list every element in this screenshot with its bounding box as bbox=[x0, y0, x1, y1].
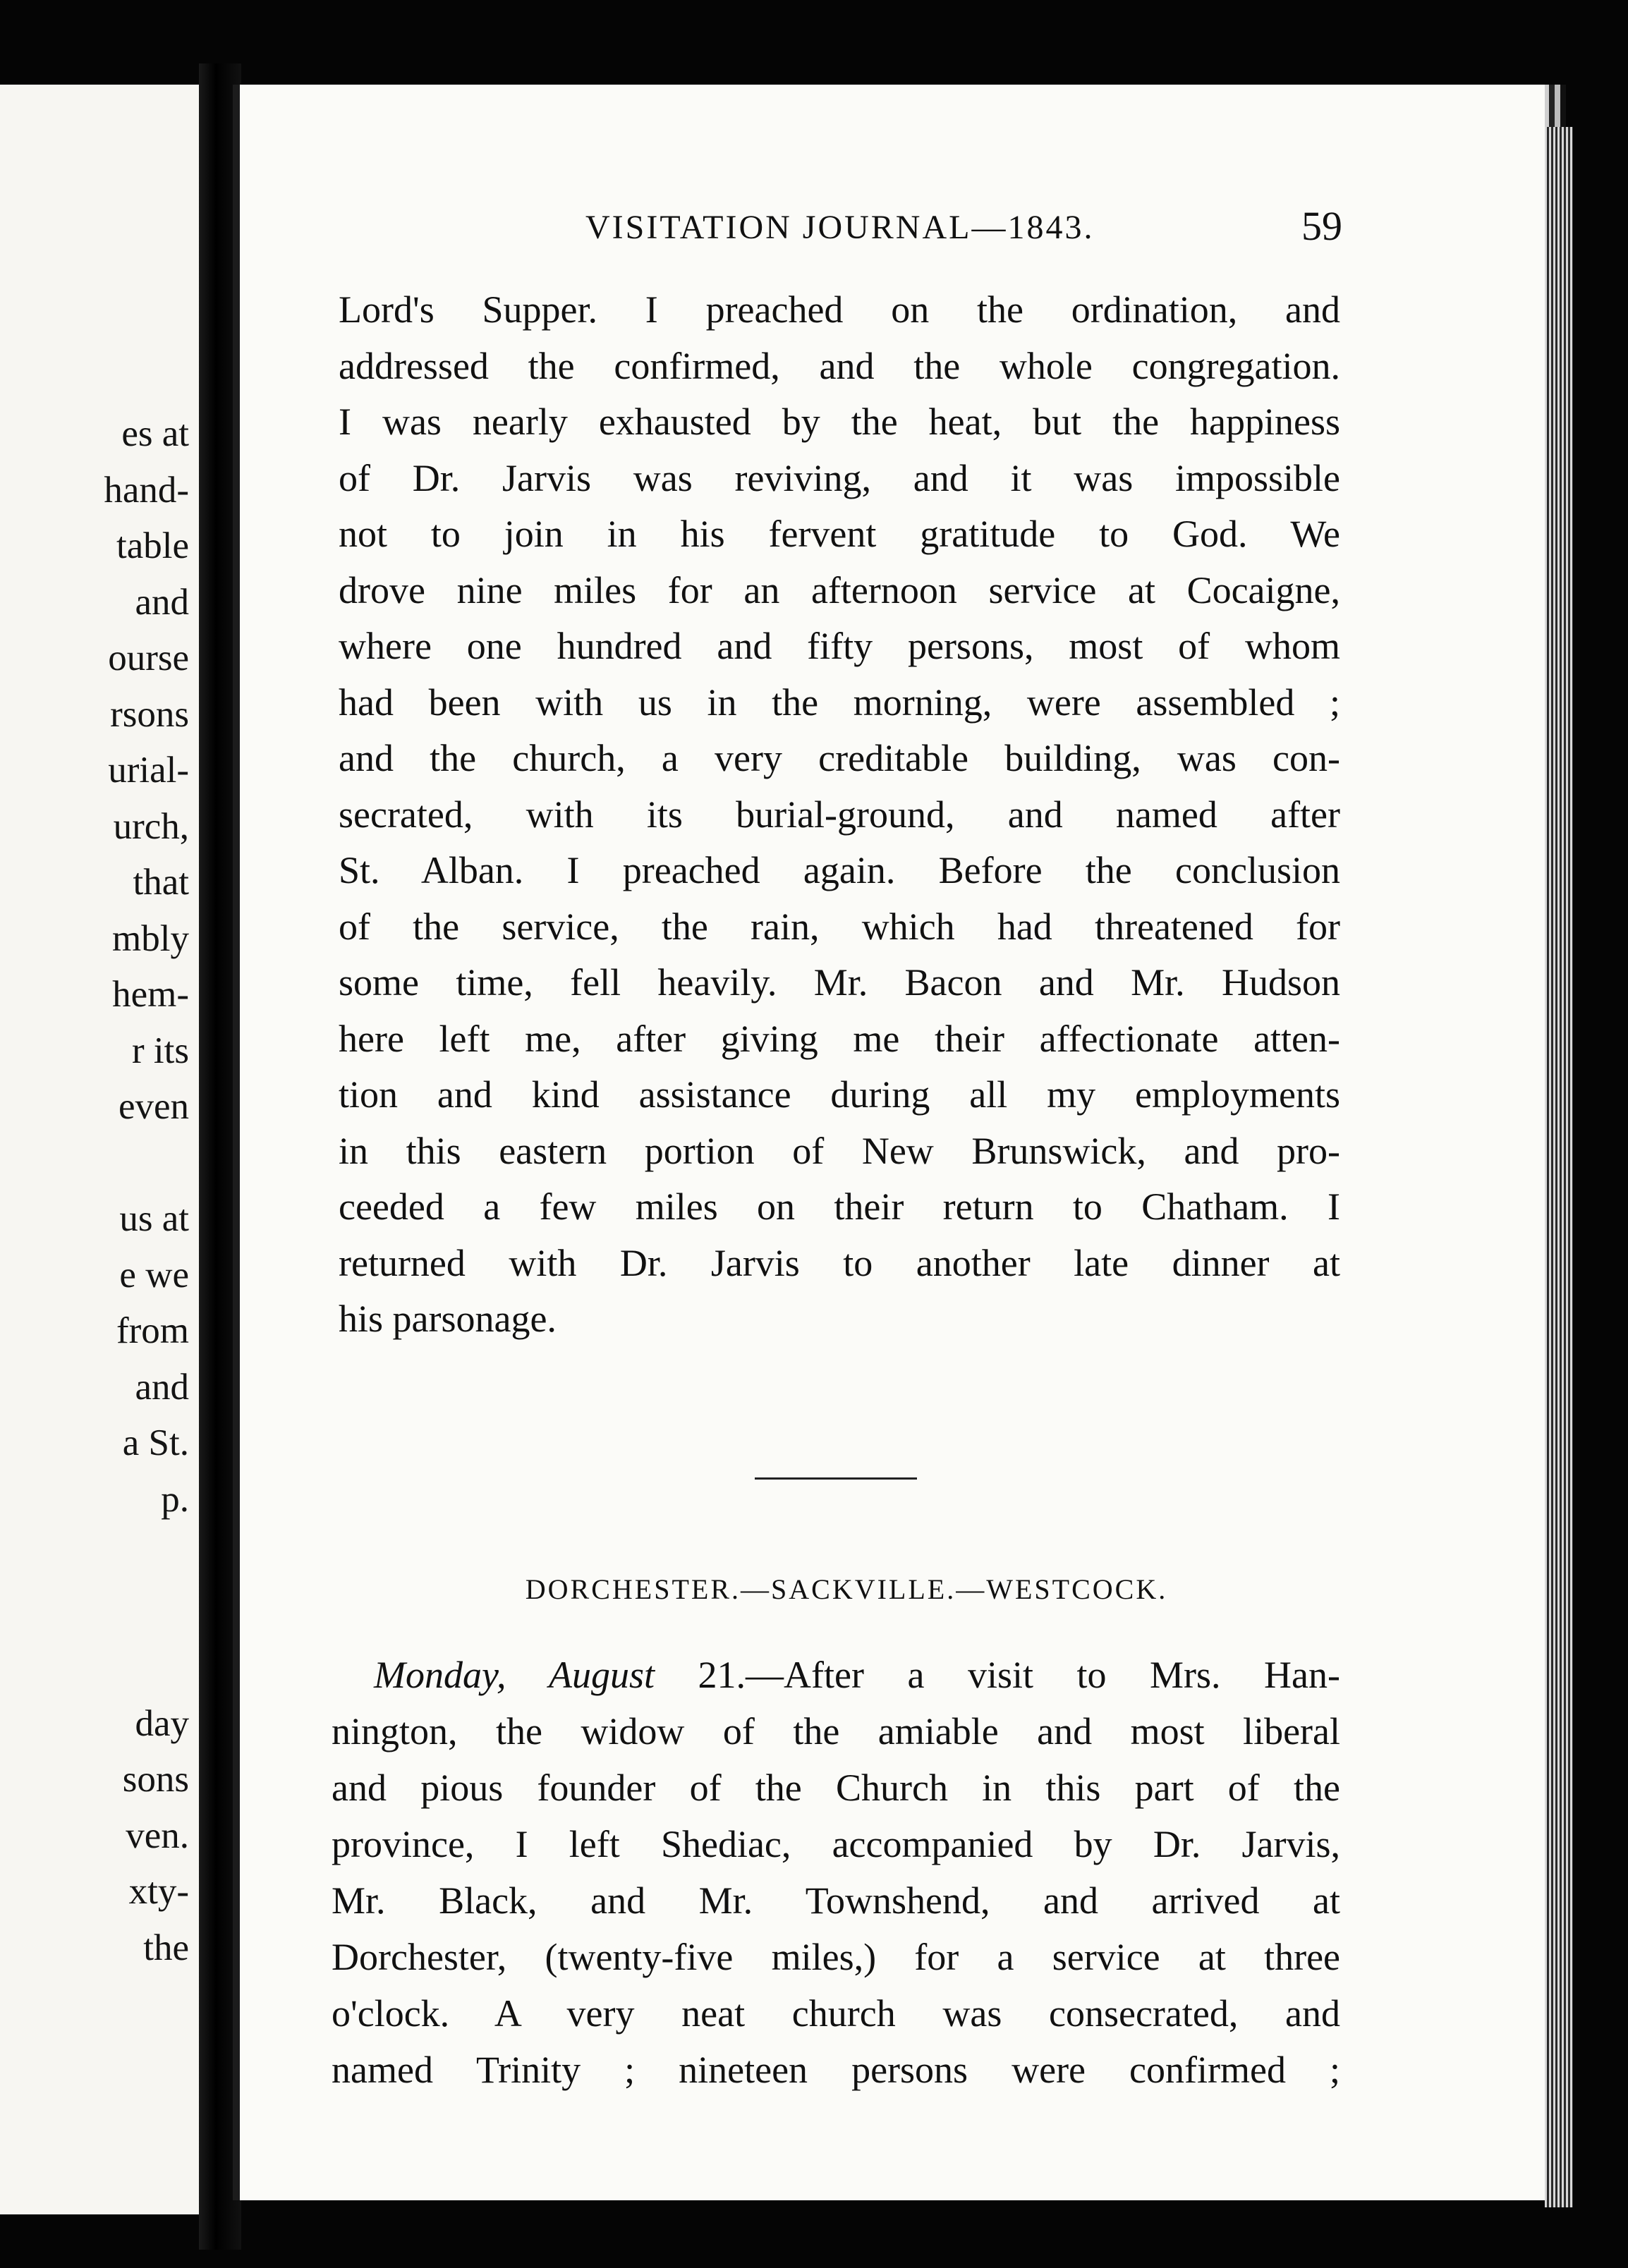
previous-page-line: the bbox=[143, 1927, 189, 1968]
text-span: 21.—After a visit to Mrs. Han- bbox=[655, 1654, 1340, 1696]
previous-page-line: e we bbox=[119, 1254, 189, 1295]
running-title: VISITATION JOURNAL—1843. bbox=[585, 209, 1095, 246]
previous-page-line: that bbox=[133, 862, 189, 903]
text-line: tion and kind assistance during all my employments bbox=[339, 1073, 1340, 1116]
text-line: where one hundred and fifty persons, most of whom bbox=[339, 625, 1340, 667]
previous-page-line: es at bbox=[121, 413, 189, 454]
previous-page-line: ourse bbox=[108, 638, 189, 678]
previous-page-line: a St. bbox=[122, 1422, 189, 1463]
running-head bbox=[240, 203, 1545, 264]
text-line: some time, fell heavily. Mr. Bacon and Mr. Hudson bbox=[339, 961, 1340, 1004]
previous-page-line: xty- bbox=[128, 1871, 189, 1912]
text-line: here left me, after giving me their affectionate atten- bbox=[339, 1017, 1340, 1060]
previous-page-line: hand- bbox=[104, 469, 189, 511]
previous-page-line: urch, bbox=[113, 805, 189, 847]
previous-page-line: ven. bbox=[126, 1815, 189, 1856]
text-line: Mr. Black, and Mr. Townshend, and arrived at bbox=[332, 1879, 1340, 1922]
previous-page-line: sons bbox=[122, 1759, 189, 1800]
previous-page-line: and bbox=[135, 581, 189, 623]
paragraph-1 bbox=[339, 282, 1340, 1348]
text-line: of the service, the rain, which had threatened for bbox=[339, 905, 1340, 948]
text-line: ceeded a few miles on their return to Chatham. I bbox=[339, 1185, 1340, 1228]
previous-page-line: p. bbox=[161, 1478, 189, 1520]
text-line: and the church, a very creditable building, was con- bbox=[339, 737, 1340, 779]
previous-page-line: mbly bbox=[112, 917, 189, 959]
paragraph-2 bbox=[332, 1647, 1340, 2098]
text-line: not to join in his fervent gratitude to God. We bbox=[339, 513, 1340, 555]
text-line: named Trinity ; nineteen persons were confirmed ; bbox=[332, 2049, 1340, 2091]
section-heading: DORCHESTER.—SACKVILLE.—WESTCOCK. bbox=[525, 1573, 1168, 1605]
text-line: nington, the widow of the amiable and most liberal bbox=[332, 1710, 1340, 1752]
text-line: drove nine miles for an afternoon service at Cocaigne, bbox=[339, 568, 1340, 611]
previous-page-line: us at bbox=[119, 1198, 189, 1239]
book-page bbox=[233, 85, 1545, 2200]
previous-page-line: even bbox=[118, 1086, 189, 1127]
text-line: addressed the confirmed, and the whole congregation. bbox=[339, 344, 1340, 387]
previous-page-line: and bbox=[135, 1366, 189, 1408]
text-line: returned with Dr. Jarvis to another late dinner at bbox=[339, 1241, 1340, 1284]
previous-page-line: from bbox=[116, 1310, 189, 1351]
previous-page bbox=[0, 85, 201, 2214]
text-line: secrated, with its burial-ground, and named after bbox=[339, 793, 1340, 836]
text-line: Dorchester, (twenty-five miles,) for a service at three bbox=[332, 1936, 1340, 1978]
page-edges bbox=[1545, 127, 1573, 2207]
text-line: I was nearly exhausted by the heat, but the happiness bbox=[339, 401, 1340, 443]
page-number: 59 bbox=[1301, 203, 1342, 249]
text-line: had been with us in the morning, were assembled ; bbox=[339, 681, 1340, 724]
previous-page-line: hem- bbox=[112, 974, 189, 1015]
previous-page-line: urial- bbox=[108, 750, 189, 791]
previous-page-line: day bbox=[135, 1702, 189, 1744]
date-heading: Monday, August bbox=[374, 1654, 655, 1696]
previous-page-line: rsons bbox=[110, 693, 189, 735]
text-line: and pious founder of the Church in this part of the bbox=[332, 1767, 1340, 1809]
text-line: Lord's Supper. I preached on the ordination, and bbox=[339, 288, 1340, 331]
text-line: in this eastern portion of New Brunswick, and pro- bbox=[339, 1129, 1340, 1172]
previous-page-line: r its bbox=[132, 1030, 189, 1071]
previous-page-line: table bbox=[116, 525, 189, 566]
text-line: o'clock. A very neat church was consecrated, and bbox=[332, 1992, 1340, 2035]
text-line: province, I left Shediac, accompanied by Dr. Jarvis, bbox=[332, 1823, 1340, 1865]
text-line: of Dr. Jarvis was reviving, and it was impossible bbox=[339, 456, 1340, 499]
text-line: his parsonage. bbox=[339, 1298, 557, 1340]
text-line: St. Alban. I preached again. Before the conclusion bbox=[339, 849, 1340, 891]
section-divider bbox=[755, 1477, 917, 1480]
text-line bbox=[332, 1647, 1340, 1703]
